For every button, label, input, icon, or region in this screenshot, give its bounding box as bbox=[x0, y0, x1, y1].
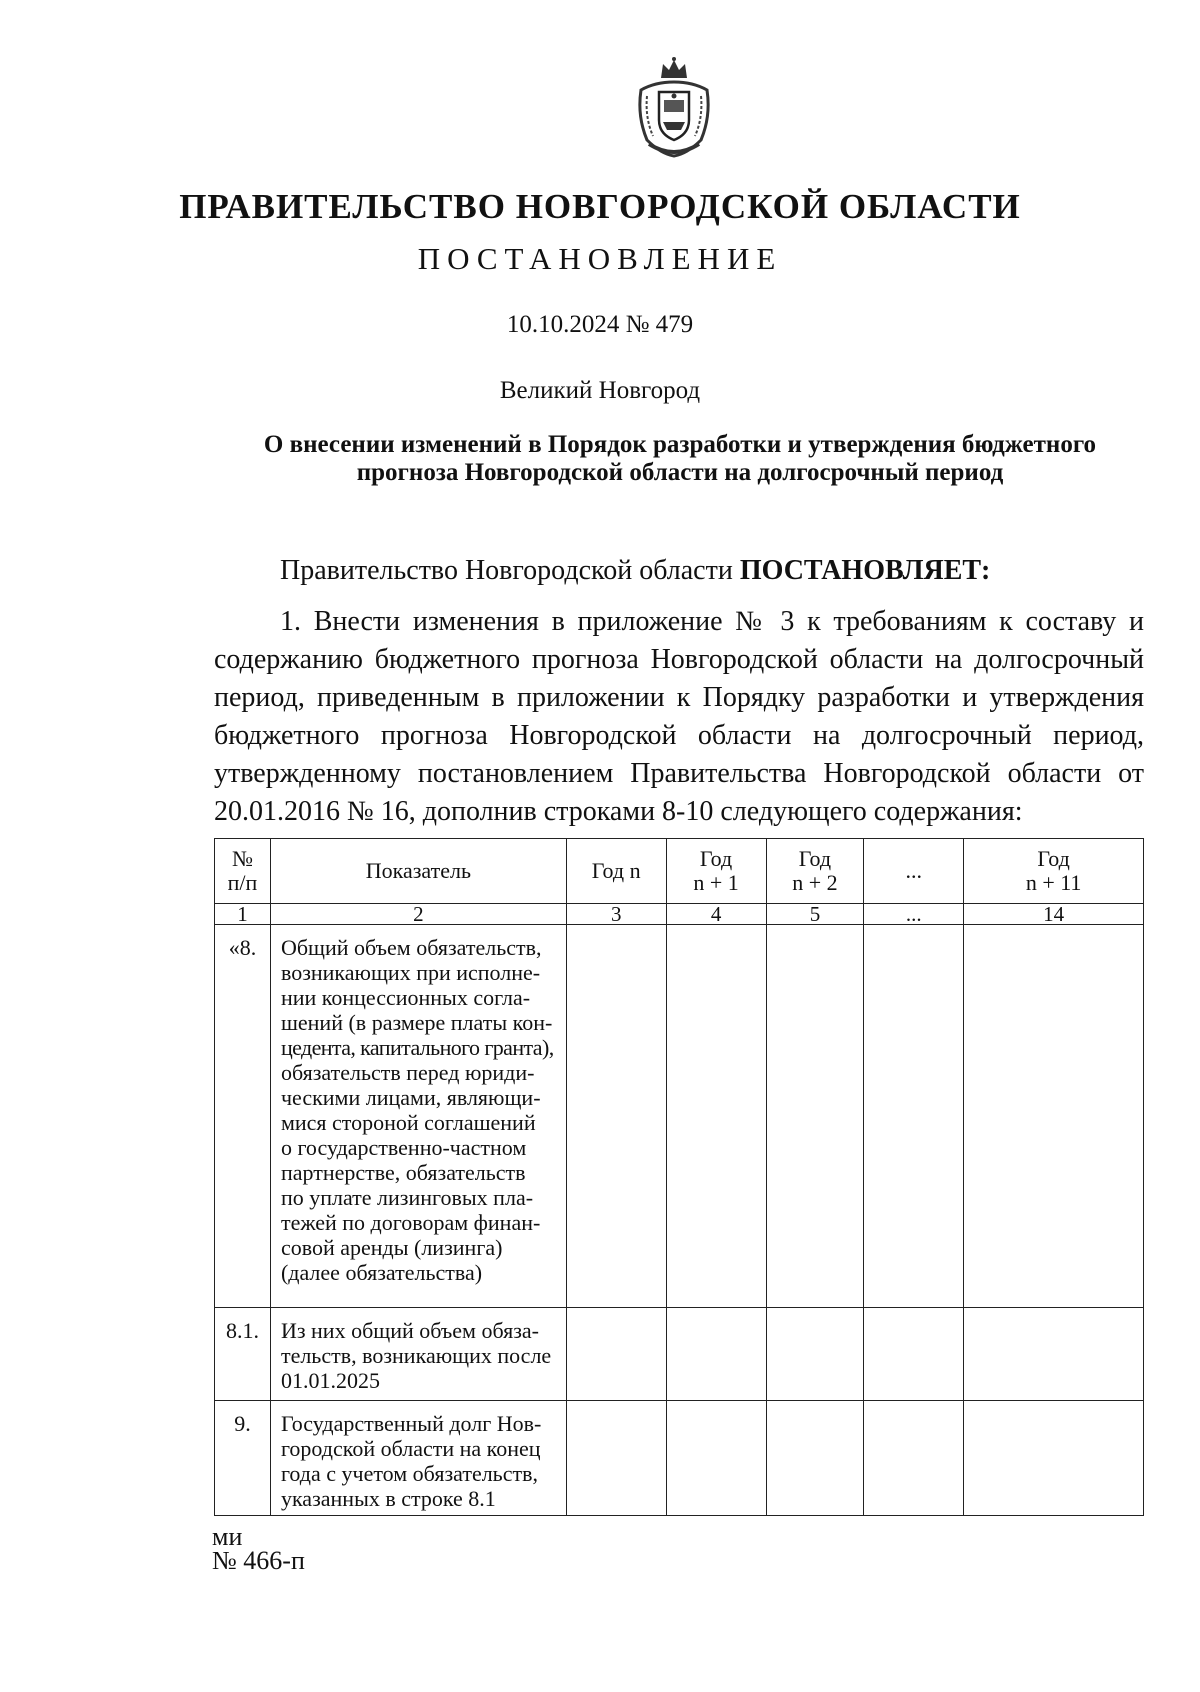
resolves-keyword: ПОСТАНОВЛЯЕТ: bbox=[739, 555, 991, 586]
column-number: 5 bbox=[766, 904, 864, 925]
document-subject bbox=[200, 431, 1160, 487]
column-number: 14 bbox=[964, 904, 1144, 925]
value-cell bbox=[864, 1308, 964, 1401]
value-cell bbox=[964, 1308, 1144, 1401]
document-type: ПОСТАНОВЛЕНИЕ bbox=[417, 241, 783, 276]
resolves-prefix: Правительство Новгородской области bbox=[280, 555, 740, 586]
header-ellipsis: ... bbox=[864, 839, 964, 904]
subject-line-2: прогноза Новгородской области на долгосрочный период bbox=[356, 459, 1004, 486]
value-cell bbox=[964, 1401, 1144, 1516]
document-date-number: 10.10.2024 № 479 bbox=[506, 311, 694, 338]
column-number: 4 bbox=[666, 904, 766, 925]
value-cell bbox=[864, 1401, 964, 1516]
organization-title: ПРАВИТЕЛЬСТВО НОВГОРОДСКОЙ ОБЛАСТИ bbox=[179, 187, 1021, 226]
value-cell bbox=[864, 925, 964, 1308]
column-number: 1 bbox=[215, 904, 271, 925]
value-cell bbox=[964, 925, 1144, 1308]
row-number: «8. bbox=[215, 925, 271, 1308]
footer-number: № 466-п bbox=[212, 1546, 305, 1575]
footer-code bbox=[212, 1522, 305, 1575]
row-indicator: Государственный долг Нов- городской области на конец года с учетом обязательств, указанных в строке 8.1 bbox=[270, 1401, 566, 1516]
row-number: 9. bbox=[215, 1401, 271, 1516]
value-cell bbox=[666, 925, 766, 1308]
value-cell bbox=[766, 925, 864, 1308]
table-row bbox=[215, 1308, 1144, 1401]
subject-line-1: О внесении изменений в Порядок разработки и утверждения бюджетного bbox=[263, 431, 1097, 458]
header-num: № п/п bbox=[215, 839, 271, 904]
header-year-n1: Год n + 1 bbox=[666, 839, 766, 904]
table-row bbox=[215, 1401, 1144, 1516]
header-year-n2: Год n + 2 bbox=[766, 839, 864, 904]
value-cell bbox=[666, 1401, 766, 1516]
row-indicator: Из них общий объем обяза- тельств, возникающих после 01.01.2025 bbox=[270, 1308, 566, 1401]
header-indicator: Показатель bbox=[270, 839, 566, 904]
column-number: 3 bbox=[566, 904, 666, 925]
column-number: 2 bbox=[270, 904, 566, 925]
indicators-table bbox=[214, 838, 1144, 1516]
value-cell bbox=[566, 925, 666, 1308]
header-year-n: Год n bbox=[566, 839, 666, 904]
value-cell bbox=[766, 1308, 864, 1401]
resolves-line bbox=[280, 555, 990, 587]
value-cell bbox=[766, 1401, 864, 1516]
value-cell bbox=[566, 1308, 666, 1401]
row-number: 8.1. bbox=[215, 1308, 271, 1401]
row-indicator: Общий объем обязательств, возникающих при исполне- нии концессионных согла- шений (в размере платы кон- цедента, капитального гранта), обязательств перед юриди- ческими лицами, являющи- мися стороной соглашений о государственно-частном партнерстве, обязательств по уплате лизинговых пла- тежей по договорам финан- совой аренды (лизинга) (далее обязательства) bbox=[270, 925, 566, 1308]
coat-of-arms-icon bbox=[633, 56, 715, 160]
column-numbers-row bbox=[215, 904, 1144, 925]
header-year-n11: Год n + 11 bbox=[964, 839, 1144, 904]
table-row bbox=[215, 925, 1144, 1308]
table-header-row bbox=[215, 839, 1144, 904]
document-place: Великий Новгород bbox=[499, 377, 701, 404]
column-number: ... bbox=[864, 904, 964, 925]
paragraph-1: 1. Внести изменения в приложение № 3 к требованиям к составу и содержанию бюджетного прогноза Новгородской области на долгосрочный период, приведенным в приложении к Порядку разработки и утверждения бюджетного прогноза Новгородской области на долгосрочный период, утвержденному постановлением Правительства Новгородской области от 20.01.2016 № 16, дополнив строками 8-10 следующего содержания: bbox=[214, 606, 1144, 827]
value-cell bbox=[666, 1308, 766, 1401]
footer-initials: ми bbox=[212, 1522, 243, 1551]
value-cell bbox=[566, 1401, 666, 1516]
